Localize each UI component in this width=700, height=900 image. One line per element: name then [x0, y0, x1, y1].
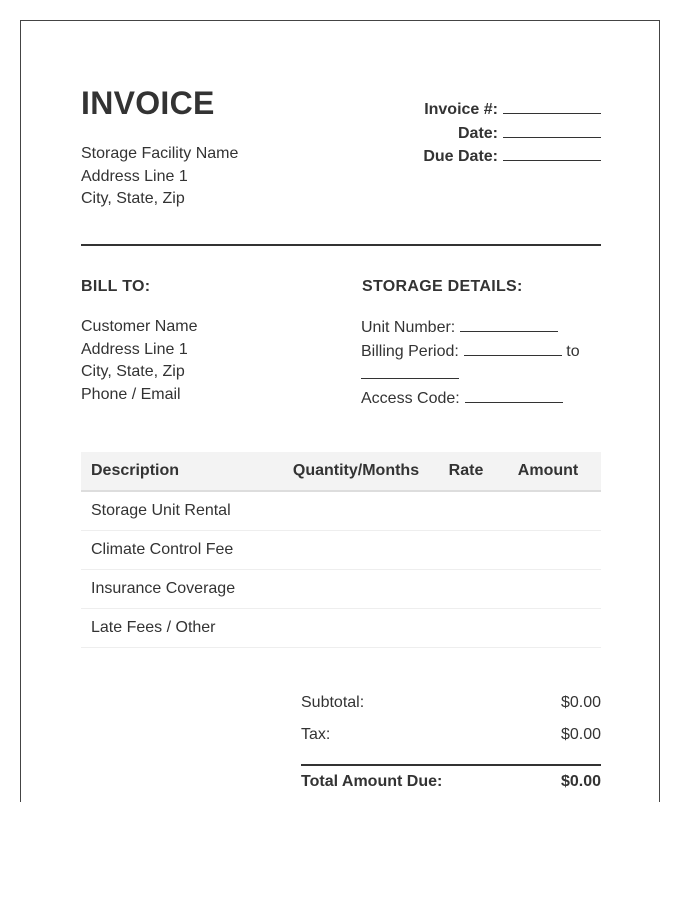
customer-address-line: Address Line 1: [81, 340, 188, 358]
row-quantity[interactable]: [271, 491, 431, 531]
row-quantity[interactable]: [271, 609, 431, 648]
company-info: [81, 143, 238, 211]
invoice-date-blank[interactable]: [503, 122, 601, 138]
table-row: [81, 609, 601, 648]
row-quantity[interactable]: [271, 531, 431, 570]
billing-period-start-blank[interactable]: [464, 340, 562, 356]
row-description: Insurance Coverage: [81, 570, 271, 609]
subtotal-value: $0.00: [560, 694, 601, 711]
tax-value: $0.00: [560, 726, 601, 743]
header-divider: [81, 244, 601, 246]
unit-number-label: Unit Number:: [361, 319, 456, 336]
row-amount[interactable]: [501, 531, 601, 570]
tax-row: [301, 723, 601, 755]
due-date-label: Due Date:: [423, 148, 498, 165]
customer-name: Customer Name: [81, 318, 198, 335]
invoice-number-label: Invoice #:: [424, 101, 498, 118]
table-header-row: [81, 452, 601, 491]
row-rate[interactable]: [431, 609, 501, 648]
row-description: Late Fees / Other: [81, 609, 271, 648]
column-header-description: Description: [81, 452, 271, 491]
subtotal-row: [301, 691, 601, 723]
billing-period-label: Billing Period:: [361, 342, 459, 360]
bill-to-info: [81, 316, 197, 406]
row-quantity[interactable]: [271, 570, 431, 609]
row-description: Storage Unit Rental: [81, 491, 271, 531]
due-date-row: [423, 145, 601, 169]
row-amount[interactable]: [501, 609, 601, 648]
column-header-amount: Amount: [501, 452, 601, 491]
invoice-sheet: [20, 20, 660, 802]
invoice-date-row: [423, 122, 601, 146]
invoice-meta: [423, 98, 601, 169]
table-row: [81, 491, 601, 531]
row-amount[interactable]: [501, 491, 601, 531]
access-code-row: [361, 387, 601, 411]
table-row: [81, 531, 601, 570]
storage-details-info: [361, 316, 601, 410]
invoice-number-blank[interactable]: [503, 98, 601, 114]
row-rate[interactable]: [431, 531, 501, 570]
billing-period-end-blank[interactable]: [361, 363, 459, 379]
tax-label: Tax:: [301, 726, 331, 743]
invoice-number-row: [423, 98, 601, 122]
totals-block: [301, 691, 601, 802]
invoice-title: INVOICE: [81, 85, 215, 121]
row-rate[interactable]: [431, 491, 501, 531]
billing-period-connector: to: [566, 342, 580, 360]
total-due-label: Total Amount Due:: [301, 773, 443, 790]
row-description: Climate Control Fee: [81, 531, 271, 570]
access-code-label: Access Code:: [361, 389, 460, 407]
company-name: Storage Facility Name: [81, 145, 239, 162]
billing-period-row: [361, 340, 601, 364]
total-due-row: [301, 764, 601, 802]
company-address-line: Address Line 1: [81, 167, 188, 185]
row-amount[interactable]: [501, 570, 601, 609]
subtotal-label: Subtotal:: [301, 694, 365, 711]
invoice-date-label: Date:: [457, 124, 498, 142]
column-header-rate: Rate: [431, 452, 501, 491]
column-header-quantity: Quantity/Months: [271, 452, 431, 491]
customer-contact: Phone / Email: [81, 385, 181, 403]
row-rate[interactable]: [431, 570, 501, 609]
unit-number-blank[interactable]: [460, 316, 558, 332]
total-due-value: $0.00: [560, 773, 601, 790]
unit-number-row: [361, 316, 601, 340]
due-date-blank[interactable]: [503, 145, 601, 161]
line-items-table: [81, 452, 601, 648]
company-city-state-zip: City, State, Zip: [81, 190, 185, 207]
billing-period-end-row: [361, 363, 601, 387]
customer-city-state-zip: City, State, Zip: [81, 363, 185, 380]
access-code-blank[interactable]: [465, 387, 563, 403]
table-row: [81, 570, 601, 609]
bill-to-heading: BILL TO:: [81, 278, 151, 295]
storage-details-heading: STORAGE DETAILS:: [362, 278, 523, 295]
